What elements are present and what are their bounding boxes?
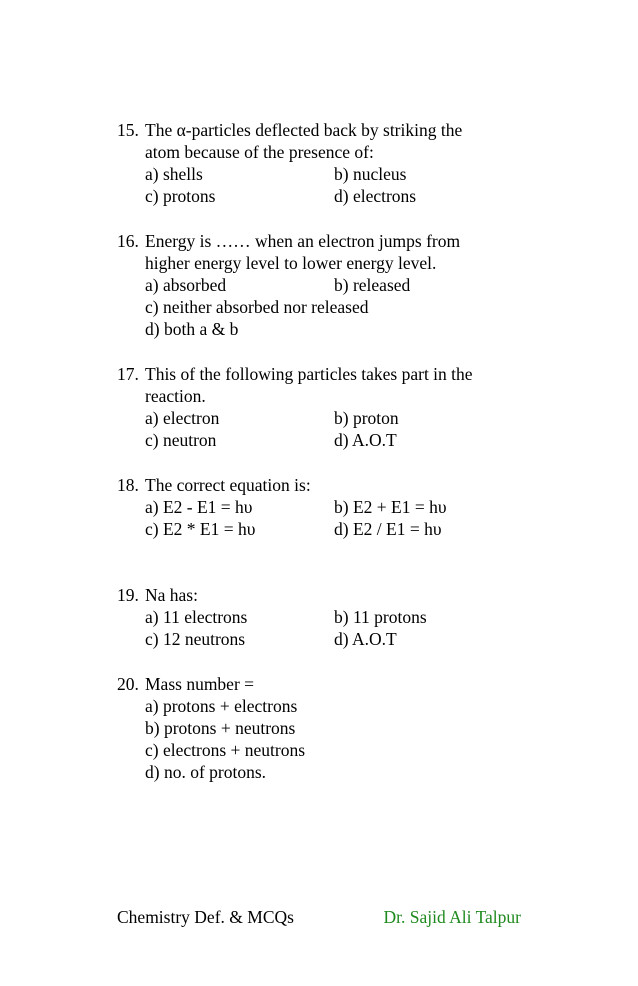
option-c: c) 12 neutrons [145,629,246,649]
question-text: higher energy level to lower energy level. [145,253,437,273]
option-row [145,518,537,540]
footer-title: Chemistry Def. & MCQs [117,907,294,927]
question-text: atom because of the presence of: [145,142,374,162]
option-c: c) electrons + neutrons [145,740,306,760]
option-row [145,274,537,296]
question-number: 19. [117,585,139,605]
question-16 [117,230,537,340]
page-footer [117,906,527,928]
question-18 [117,474,537,540]
question-text: This of the following particles takes part in the [145,364,473,384]
question-number: 15. [117,120,139,140]
option-a: a) shells [145,164,203,184]
option-row [145,496,537,518]
option-b: b) released [334,275,411,295]
option-b: b) 11 protons [334,607,427,627]
option-b: b) proton [334,408,399,428]
question-text: Energy is …… when an electron jumps from [145,231,461,251]
question-number: 18. [117,475,139,495]
option-row [145,185,537,207]
option-row [145,429,537,451]
option-c: c) E2 * E1 = hυ [145,519,256,539]
option-b: b) protons + neutrons [145,718,296,738]
question-19 [117,584,537,650]
option-row [145,407,537,429]
question-text: The correct equation is: [145,475,311,495]
option-a: a) 11 electrons [145,607,248,627]
option-d: d) no. of protons. [145,762,267,782]
option-a: a) protons + electrons [145,696,298,716]
option-row [145,163,537,185]
option-d: d) A.O.T [334,430,397,450]
question-number: 17. [117,364,139,384]
option-a: a) E2 - E1 = hυ [145,497,253,517]
question-17 [117,363,537,451]
footer-author: Dr. Sajid Ali Talpur [383,907,521,927]
option-c: c) protons [145,186,216,206]
option-b: b) E2 + E1 = hυ [334,497,447,517]
question-number: 16. [117,231,139,251]
question-number: 20. [117,674,139,694]
question-text: Na has: [145,585,198,605]
option-a: a) absorbed [145,275,227,295]
question-text: reaction. [145,386,206,406]
option-d: d) electrons [334,186,417,206]
question-20 [117,673,537,783]
option-row [145,628,537,650]
option-b: b) nucleus [334,164,407,184]
question-text: Mass number = [145,674,255,694]
option-d: d) A.O.T [334,629,397,649]
option-d: d) both a & b [145,319,239,339]
option-a: a) electron [145,408,220,428]
question-text: The α-particles deflected back by striking the [145,120,463,140]
question-15 [117,119,537,207]
option-c: c) neither absorbed nor released [145,297,369,317]
option-c: c) neutron [145,430,217,450]
option-row [145,606,537,628]
option-d: d) E2 / E1 = hυ [334,519,442,539]
